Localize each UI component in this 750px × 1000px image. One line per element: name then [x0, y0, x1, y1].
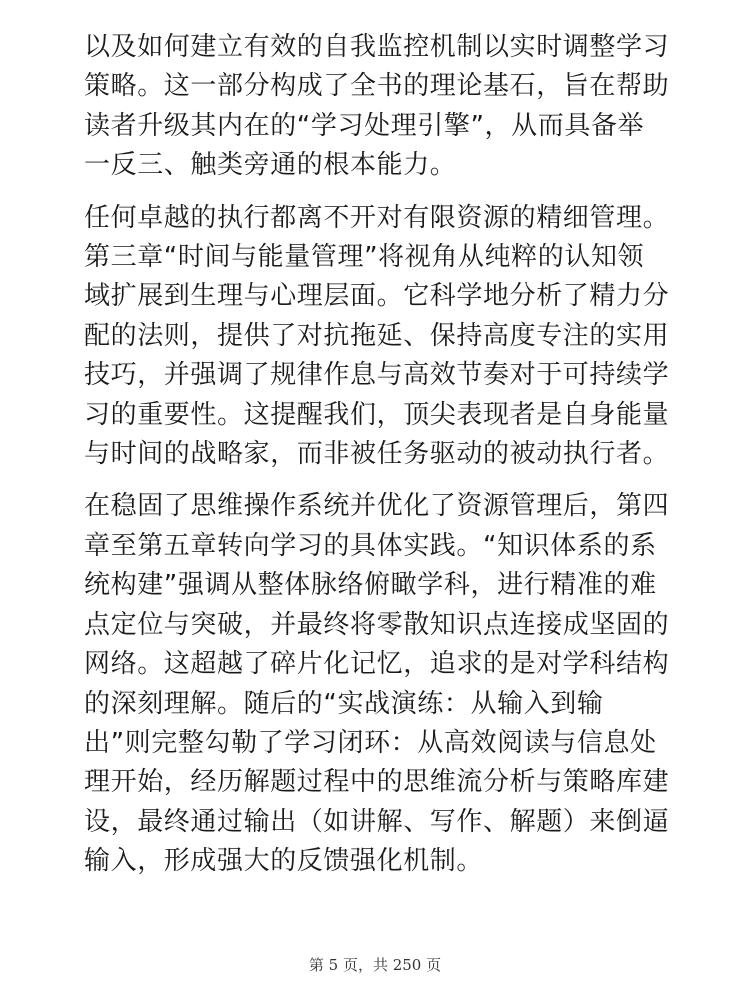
text-line: 习的重要性。这提醒我们，顶尖表现者是自身能量 [84, 399, 670, 430]
text-line: 配的法则，提供了对抗拖延、保持高度专注的实用 [84, 320, 670, 351]
page-number-footer: 第 5 页，共 250 页 [308, 956, 442, 974]
text-line: 第三章“时间与能量管理”将视角从纯粹的认知领 [84, 242, 645, 273]
text-line: 任何卓越的执行都离不开对有限资源的精细管理。 [84, 202, 670, 233]
text-line: 技巧，并强调了规律作息与高效节奏对于可持续学 [84, 360, 670, 391]
paragraph-3 [84, 487, 670, 881]
text-line: 一反三、触类旁通的根本能力。 [84, 150, 457, 181]
text-line: 读者升级其内在的“学习处理引擎”，从而具备举 [84, 110, 645, 141]
text-line: 输入，形成强大的反馈强化机制。 [84, 846, 484, 877]
text-line: 统构建”强调从整体脉络俯瞰学科，进行精准的难 [84, 570, 657, 601]
text-line: 策略。这一部分构成了全书的理论基石，旨在帮助 [84, 71, 670, 102]
paragraph-1 [84, 28, 670, 186]
text-line: 的深刻理解。随后的“实战演练：从输入到输 [84, 688, 604, 719]
text-line: 设，最终通过输出（如讲解、写作、解题）来倒逼 [84, 806, 670, 837]
text-line: 以及如何建立有效的自我监控机制以实时调整学习 [84, 32, 670, 62]
text-line: 网络。这超越了碎片化记忆，追求的是对学科结构 [84, 649, 670, 680]
paragraph-2 [84, 199, 670, 475]
text-line: 域扩展到生理与心理层面。它科学地分析了精力分 [84, 281, 670, 312]
text-line: 与时间的战略家，而非被任务驱动的被动执行者。 [84, 439, 670, 470]
text-line: 点定位与突破，并最终将零散知识点连接成坚固的 [84, 609, 670, 640]
text-line: 章至第五章转向学习的具体实践。“知识体系的系 [84, 530, 657, 561]
text-line: 出”则完整勾勒了学习闭环：从高效阅读与信息处 [84, 727, 657, 758]
text-line: 在稳固了思维操作系统并优化了资源管理后，第四 [84, 491, 670, 522]
text-line: 理开始，经历解题过程中的思维流分析与策略库建 [84, 767, 670, 798]
